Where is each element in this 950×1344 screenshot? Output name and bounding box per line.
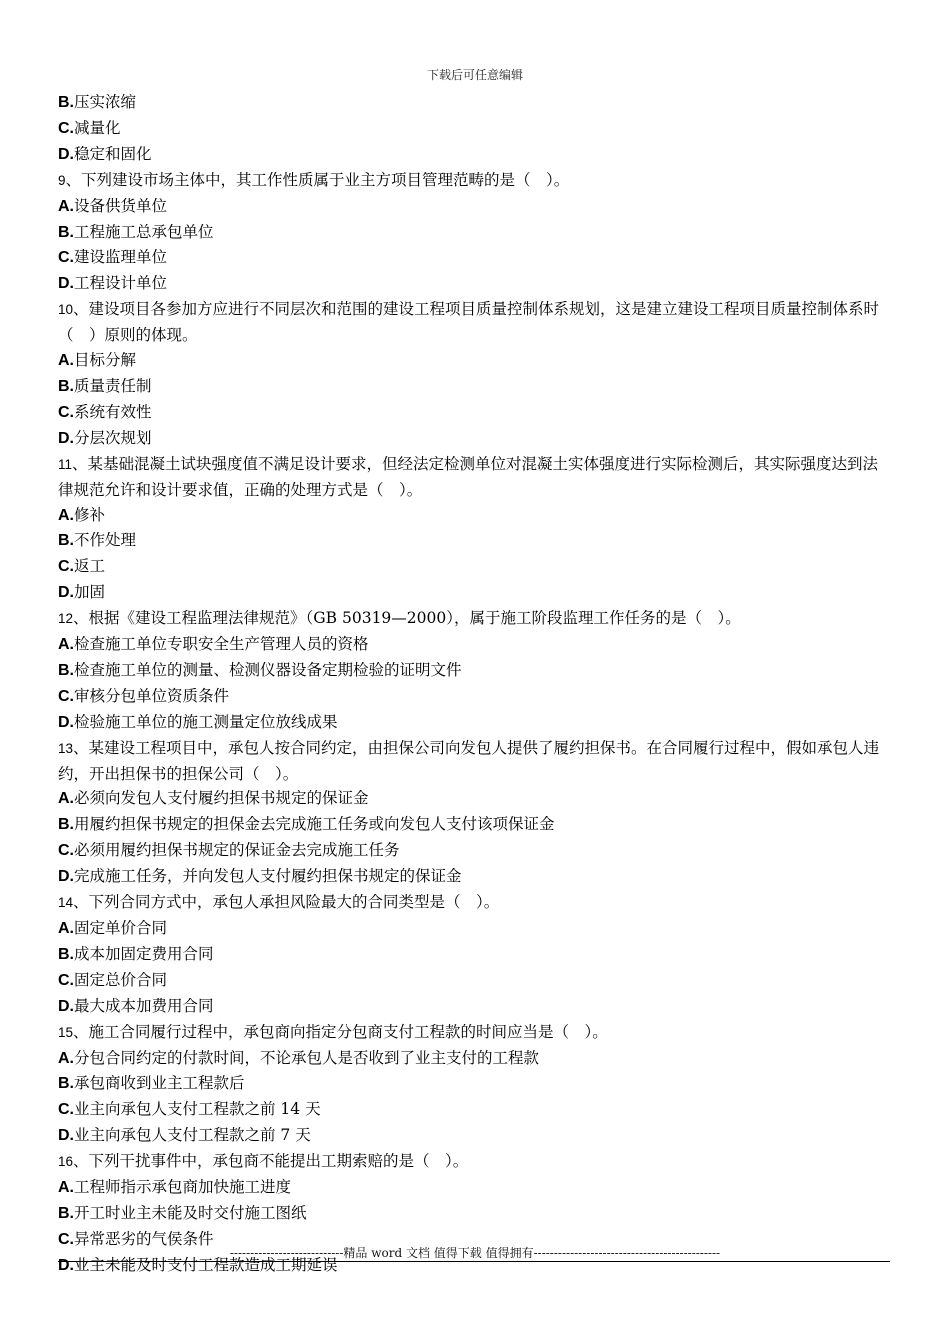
question-text: 、某建设工程项目中，承包人按合同约定，由担保公司向发包人提供了履约担保书。在合同履行过程中，假如承包人违约，开出担保书的担保公司（ ）。 (58, 738, 880, 783)
answer-option (58, 916, 890, 942)
option-key: C. (58, 249, 74, 267)
option-key: B. (58, 223, 74, 241)
answer-option (58, 658, 890, 684)
answer-option (58, 864, 890, 890)
option-text: 设备供货单位 (74, 196, 168, 215)
option-key: B. (58, 532, 74, 550)
option-text: 稳定和固化 (74, 144, 152, 163)
answer-option (58, 1071, 890, 1097)
option-key: C. (58, 403, 74, 421)
option-key: C. (58, 971, 74, 989)
option-text: 压实浓缩 (74, 93, 137, 111)
answer-option (58, 1201, 890, 1227)
option-key: D. (58, 275, 74, 293)
answer-option (58, 271, 890, 297)
option-text: 工程师指示承包商加快施工进度 (74, 1178, 292, 1197)
option-key: D. (58, 997, 74, 1015)
page-footer: ----------------------------精品 word 文档 值得下载 值得拥有---------------------------------------------- (229, 1246, 721, 1260)
option-text: 检验施工单位的施工测量定位放线成果 (74, 712, 338, 731)
option-key: D. (58, 1127, 74, 1145)
option-key: C. (58, 842, 74, 860)
option-text: 最大成本加费用合同 (74, 996, 214, 1015)
option-text: 检查施工单位专职安全生产管理人员的资格 (74, 635, 369, 654)
option-text: 分包合同约定的付款时间，不论承包人是否收到了业主支付的工程款 (74, 1048, 540, 1067)
question-13 (58, 736, 890, 787)
option-text: 承包商收到业主工程款后 (74, 1074, 245, 1093)
document-body (58, 90, 890, 1279)
option-text: 修补 (74, 505, 106, 524)
option-key: C. (58, 558, 74, 576)
answer-option (58, 1175, 890, 1201)
option-text: 不作处理 (74, 531, 137, 550)
option-text: 减量化 (74, 118, 121, 137)
option-key: B. (58, 661, 74, 679)
answer-option (58, 942, 890, 968)
option-text: 业主向承包人支付工程款之前 14 天 (74, 1100, 321, 1119)
option-text: 返工 (74, 557, 106, 576)
option-key: C. (58, 1101, 74, 1119)
answer-option (58, 426, 890, 452)
option-key: A. (58, 790, 74, 808)
question-text: 、下列合同方式中，承包人承担风险最大的合同类型是（ ）。 (73, 893, 500, 912)
answer-option (58, 632, 890, 658)
question-number: 9 (58, 172, 66, 188)
option-key: D. (58, 1256, 74, 1274)
option-key: C. (58, 119, 74, 137)
answer-option (58, 968, 890, 994)
option-text: 固定单价合同 (74, 919, 168, 937)
answer-option (58, 348, 890, 374)
answer-option (58, 1097, 890, 1123)
answer-option (58, 1046, 890, 1072)
option-text: 业主向承包人支付工程款之前 7 天 (74, 1126, 311, 1145)
option-key: D. (58, 713, 74, 731)
question-number: 15 (58, 1024, 74, 1040)
option-key: A. (58, 1179, 74, 1197)
option-key: B. (58, 945, 74, 963)
option-text: 工程施工总承包单位 (74, 222, 214, 241)
question-text: 、根据《建设工程监理法律规范》（GB 50319—2000），属于施工阶段监理工作任务的是（ ）。 (73, 609, 741, 628)
option-text: 质量责任制 (74, 376, 152, 395)
question-text: 、某基础混凝土试块强度值不满足设计要求，但经法定检测单位对混凝土实体强度进行实际检测后，其实际强度达到法律规范允许和设计要求值，正确的处理方式是（ ）。 (58, 454, 879, 499)
question-number: 16 (58, 1154, 74, 1170)
option-text: 建设监理单位 (74, 248, 168, 267)
option-key: D. (58, 868, 74, 886)
option-key: B. (58, 1075, 74, 1093)
option-key: B. (58, 377, 74, 395)
option-text: 开工时业主未能及时交付施工图纸 (74, 1203, 307, 1222)
question-12 (58, 606, 890, 632)
option-text: 必须向发包人支付履约担保书规定的保证金 (74, 789, 369, 808)
option-text: 用履约担保书规定的担保金去完成施工任务或向发包人支付该项保证金 (74, 815, 555, 834)
answer-option (58, 116, 890, 142)
option-key: B. (58, 816, 74, 834)
question-number: 10 (58, 302, 74, 318)
option-text: 异常恶劣的气侯条件 (74, 1229, 214, 1248)
option-key: A. (58, 197, 74, 215)
question-text: 、下列建设市场主体中，其工作性质属于业主方项目管理范畴的是（ ）。 (65, 170, 570, 189)
question-number: 13 (58, 740, 74, 756)
question-number: 14 (58, 895, 74, 911)
option-text: 完成施工任务，并向发包人支付履约担保书规定的保证金 (74, 867, 462, 886)
option-key: C. (58, 1230, 74, 1248)
question-15 (58, 1020, 890, 1046)
option-text: 审核分包单位资质条件 (74, 686, 230, 705)
answer-option (58, 400, 890, 426)
option-text: 业主未能及时支付工程款造成工期延误 (74, 1255, 338, 1274)
option-text: 加固 (74, 583, 106, 602)
question-16 (58, 1149, 890, 1175)
question-10 (58, 297, 890, 348)
answer-option (58, 194, 890, 220)
option-text: 工程设计单位 (74, 274, 168, 293)
option-key: B. (58, 1204, 74, 1222)
question-text: 、施工合同履行过程中，承包商向指定分包商支付工程款的时间应当是（ ）。 (73, 1022, 608, 1041)
option-text: 检查施工单位的测量、检测仪器设备定期检验的证明文件 (74, 660, 462, 679)
answer-option (58, 503, 890, 529)
answer-option (58, 142, 890, 168)
question-number: 11 (58, 456, 73, 472)
question-text: 、下列干扰事件中，承包商不能提出工期索赔的是（ ）。 (73, 1152, 469, 1171)
answer-option (58, 1123, 890, 1149)
option-text: 必须用履约担保书规定的保证金去完成施工任务 (74, 841, 400, 860)
answer-option (58, 528, 890, 554)
answer-option (58, 374, 890, 400)
option-key: A. (58, 636, 74, 654)
option-text: 目标分解 (74, 351, 137, 370)
option-key: D. (58, 584, 74, 602)
answer-option (58, 684, 890, 710)
option-key: A. (58, 1049, 74, 1067)
answer-option (58, 786, 890, 812)
option-key: A. (58, 920, 74, 937)
question-11 (58, 452, 890, 503)
answer-option (58, 220, 890, 246)
answer-option (58, 90, 890, 116)
option-text: 固定总价合同 (74, 970, 168, 989)
option-key: D. (58, 145, 74, 163)
answer-option (58, 554, 890, 580)
question-14 (58, 890, 890, 916)
option-key: C. (58, 687, 74, 705)
option-key: A. (58, 506, 74, 524)
option-text: 系统有效性 (74, 402, 152, 421)
answer-option (58, 812, 890, 838)
option-text: 成本加固定费用合同 (74, 944, 214, 963)
option-key: D. (58, 429, 74, 447)
question-number: 12 (58, 611, 74, 627)
answer-option (58, 838, 890, 864)
answer-option (58, 245, 890, 271)
footer-rule (58, 1261, 890, 1262)
option-text: 分层次规划 (74, 428, 152, 447)
answer-option (58, 580, 890, 606)
question-text: 、建设项目各参加方应进行不同层次和范围的建设工程项目质量控制体系规划，这是建立建设工程项目质量控制体系时（ ）原则的体现。 (58, 300, 880, 345)
page-header: 下载后可任意编辑 (426, 68, 523, 82)
answer-option (58, 710, 890, 736)
option-key: A. (58, 352, 74, 370)
option-key: B. (58, 94, 74, 111)
question-9 (58, 168, 890, 194)
answer-option (58, 994, 890, 1020)
